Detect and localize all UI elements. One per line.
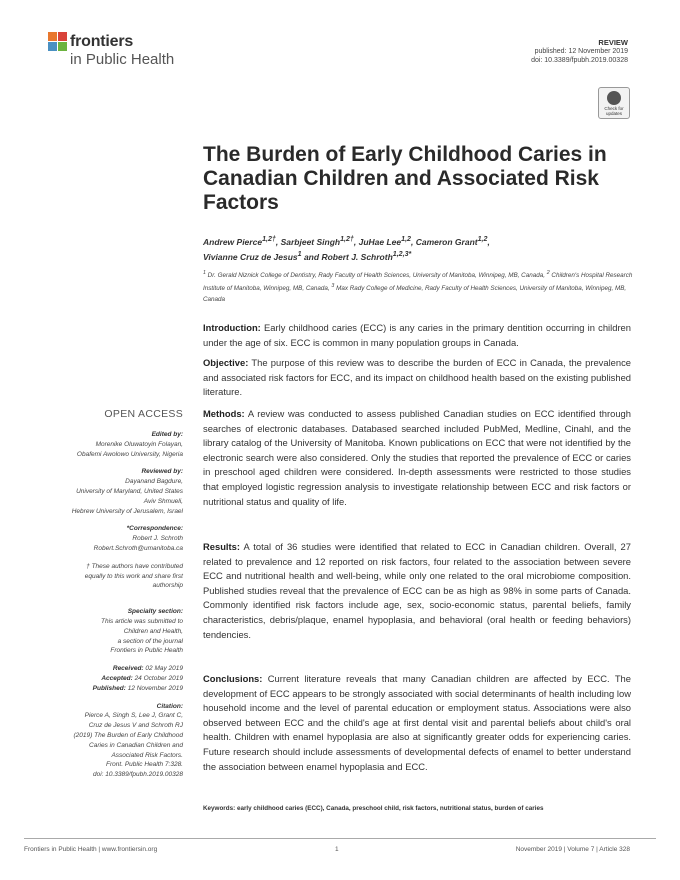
equal-contribution-note: authorship — [152, 582, 183, 590]
citation-line: Pierce A, Singh S, Lee J, Grant C, — [84, 712, 183, 720]
citation-line: Cruz de Jesus V and Schroth RJ — [88, 722, 183, 730]
journal-name-line2: in Public Health — [70, 51, 175, 68]
specialty-line: a section of the journal — [117, 637, 183, 645]
specialty-section-label: Specialty section: — [127, 608, 183, 616]
equal-contribution-note: † These authors have contributed — [86, 562, 183, 570]
specialty-line: This article was submitted to — [100, 617, 183, 625]
article-title: The Burden of Early Childhood Caries in Canadian Children and Associated Risk Factors — [203, 143, 607, 214]
keywords: Keywords: early childhood caries (ECC), Canada, preschool child, risk factors, nutritional status, burden of caries — [203, 805, 544, 812]
specialty-line: Children and Health, — [123, 627, 183, 635]
correspondence-email[interactable]: Robert.Schroth@umanitoba.ca — [93, 544, 183, 552]
citation-line: Caries in Canadian Children and — [89, 741, 183, 749]
journal-logo — [48, 30, 198, 70]
abstract-objective: Objective: The purpose of this review was to describe the burden of ECC in Canada, the prevalence and associated risk factors for ECC, and its impact on childhood health based on the existing published literature. — [203, 357, 631, 398]
author[interactable]: Andrew Pierce$^{1,2\dagger}$ — [203, 235, 276, 247]
author[interactable]: Sarbjeet Singh$^{1,2\dagger}$ — [280, 235, 354, 247]
author[interactable]: Cameron Grant$^{1,2}$ — [415, 235, 488, 247]
footer-journal-link[interactable]: Frontiers in Public Health | www.frontiersin.org — [24, 846, 158, 853]
frontiers-logo-icon — [48, 32, 68, 52]
article-meta-header — [531, 38, 628, 65]
open-access-label: OPEN ACCESS — [104, 408, 183, 420]
page-number: 1 — [335, 846, 339, 853]
reviewer-name[interactable]: Dayanand Bagdure, — [125, 478, 183, 486]
authors-and: and — [303, 251, 320, 262]
affiliations: $^1$ Dr. Gerald Niznick College of Dentistry, Rady Faculty of Health Sciences, University of Manitoba, Winnipeg, MB, Canada, $^2$ Children's Hospital Research Institute of Manitoba, Winnipeg, MB, Canada, $^3$ Max Rady College of Medicine, Rady Faculty of Health Sciences, University of Manitoba, Winnipeg, MB, Canada — [203, 270, 633, 304]
author[interactable]: JuHae Lee$^{1,2}$ — [358, 235, 411, 247]
correspondence-label: *Correspondence: — [126, 525, 183, 533]
correspondence-name: Robert J. Schroth — [132, 535, 183, 543]
crossmark-icon — [607, 91, 621, 105]
accepted-date: Accepted: 24 October 2019 — [101, 674, 183, 682]
edited-by-label: Edited by: — [151, 431, 183, 438]
author[interactable]: Vivianne Cruz de Jesus$^1$ — [203, 249, 302, 262]
received-date: Received: 02 May 2019 — [112, 665, 183, 673]
reviewed-by-label: Reviewed by: — [141, 468, 183, 476]
abstract-results: Results: A total of 36 studies were identified that related to ECC in Canadian children. Overall, 27 related to prevalence and 12 reported on risk factors, four related to the association between severe ECC and nutritional health and well-being, while only one related to the oral microbiome composition. Published studies reveal that the prevalence of ECC can be as high as 98% in some parts of Canada. Commonly identified risk factors include age, sex, socio-economic status, parental beliefs, family characteristics, debris/plaque, enamel hypoplasia, and behavioral (oral health or feeding behaviors) tendencies. — [203, 541, 631, 640]
author[interactable]: Robert J. Schroth$^{1,2,3*}$ — [321, 249, 412, 262]
editor-affiliation: Obafemi Awolowo University, Nigeria — [76, 450, 183, 458]
abstract-conclusions: Conclusions: Current literature reveals that many Canadian children are affected by ECC. The development of ECC appears to be strongly associated with social determinants of health including low household income and the level of parental education or employment status. Associations were also observed between ECC and the child's age at first dental visit and parental beliefs about child's oral health. Children with enamel hypoplasia are also at significantly greater odds for experiencing caries. Future research should include assessments of developmental defects of enamel to better understand the association between enamel hypoplasia and ECC. — [203, 673, 631, 772]
abstract-methods: Methods: A review was conducted to assess published Canadian studies on ECC identified through searches of electronic databases. Databased searched included PubMed, Medline, Cinahl, and the library catalog of the University of Manitoba. Known publications on ECC that were not identified by the electronic search were also considered. Only the studies that reported the prevalence of ECC or caries in preschool aged children were considered. In-depth assessments were restricted to those studies that employed logistic regression analysis to investigate relationship between ECC and risk factors or nutritional status and quality of life. — [203, 408, 631, 507]
specialty-line: Frontiers in Public Health — [110, 647, 183, 655]
citation-line: Associated Risk Factors. — [111, 751, 183, 759]
reviewer-affiliation: Hebrew University of Jerusalem, Israel — [71, 507, 183, 515]
equal-contribution-note: equally to this work and share first — [84, 572, 183, 580]
doi: doi: 10.3389/fpubh.2019.00328 — [531, 57, 628, 64]
citation-doi[interactable]: doi: 10.3389/fpubh.2019.00328 — [92, 771, 183, 779]
abstract-introduction: Introduction: Early childhood caries (ECC) is any caries in the primary dentition occurring in children under the age of six. ECC is common in many population groups in Canada. — [203, 322, 631, 348]
published-date: published: 12 November 2019 — [534, 48, 628, 55]
reviewer-name[interactable]: Aviv Shmueli, — [143, 497, 183, 505]
journal-name-line1: frontiers — [70, 33, 134, 50]
editor-name[interactable]: Morenike Oluwatoyin Folayan, — [95, 440, 183, 448]
published-date-sidebar: Published: 12 November 2019 — [92, 684, 183, 692]
footer-issue-info: November 2019 | Volume 7 | Article 328 — [515, 846, 630, 853]
citation-line: Front. Public Health 7:328. — [106, 761, 183, 769]
article-type: REVIEW — [598, 38, 628, 47]
footer-divider — [24, 838, 656, 839]
citation-label: Citation: — [156, 702, 183, 710]
citation-line: (2019) The Burden of Early Childhood — [73, 731, 183, 739]
author-list: Andrew Pierce$^{1,2\dagger}$, Sarbjeet Singh$^{1,2\dagger}$, JuHae Lee$^{1,2}$, Cameron Grant$^{1,2}$, Vivianne Cruz de Jesus$^1$ and Robert J. Schroth$^{1,2,3*}$ — [203, 235, 490, 262]
crossmark-label: Check for updates — [604, 106, 624, 116]
reviewer-affiliation: University of Maryland, United States — [76, 487, 183, 495]
check-for-updates-badge[interactable] — [598, 87, 630, 119]
article-sidebar — [40, 430, 183, 780]
